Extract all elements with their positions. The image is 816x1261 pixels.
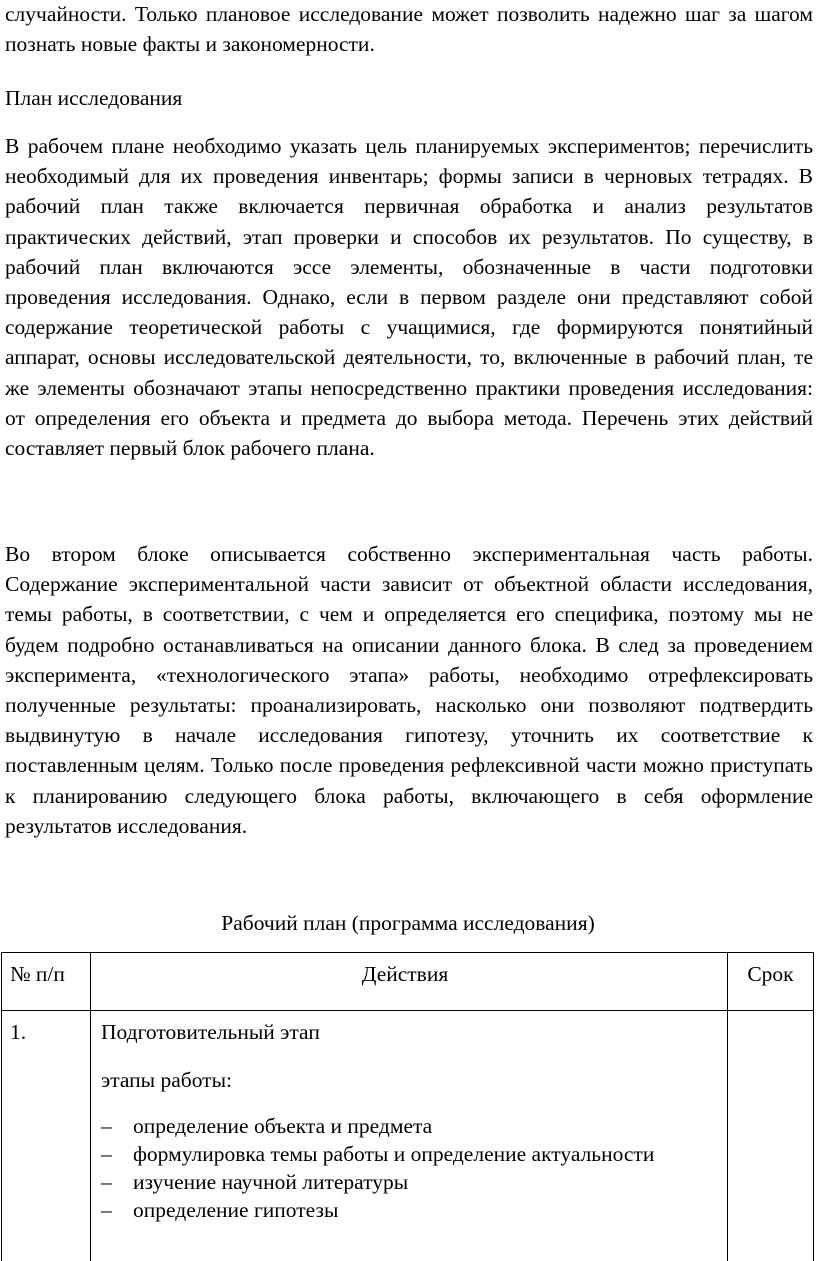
steps-list [101,1112,719,1224]
paragraph-work-plan: В рабочем плане необходимо указать цель планируемых экспериментов; перечислить необходимый для их проведения инвентарь; формы записи в черновых тетрадях. В рабочий план также включается первичная обработка и анализ результатов практических действий, этап проверки и способов их результатов. По существу, в рабочий план включаются эссе элементы, обозначенные в части подготовки проведения исследования. Однако, если в первом разделе они представляют собой содержание теоретической работы с учащимися, где формируются понятийный аппарат, основы исследовательской деятельности, то, включенные в рабочий план, те же элементы обозначают этапы непосредственно практики проведения исследования: от определения его объекта и предмета до выбора метода. Перечень этих действий составляет первый блок рабочего плана. [5,134,813,461]
step-text: формулировка темы работы и определение актуальности [133,1142,655,1166]
list-item [101,1196,719,1224]
table-header-row [2,953,814,1011]
step-text: определение гипотезы [133,1198,339,1222]
stage-subheading: этапы работы: [101,1068,232,1092]
dash-bullet: – [101,1170,112,1194]
list-item [101,1140,719,1168]
row-term [728,1011,814,1261]
paragraph-second-block: Во втором блоке описывается собственно экспериментальная часть работы. Содержание экспериментальной части зависит от объектной области исследования, темы работы, в соответствии, с чем и определяется его специфика, поэтому мы не будем подробно останавливаться на описании данного блока. В след за проведением эксперимента, «технологического этапа» работы, необходимо отрефлексировать полученные результаты: проанализировать, насколько они позволяют подтвердить выдвинутую в начале исследования гипотезу, уточнить их соответствие к поставленным целям. Только после проведения рефлексивной части можно приступать к планированию следующего блока работы, включающего в себя оформление результатов исследования. [5,542,813,838]
header-number: № п/п [2,953,91,1011]
header-term: Срок [728,953,814,1011]
section-heading: План исследования [5,86,183,110]
table-row [2,1011,814,1261]
paragraph-intro: случайности. Только плановое исследование может позволить надежно шаг за шагом познать новые факты и закономерности. [5,2,813,57]
dash-bullet: – [101,1114,112,1138]
list-item [101,1112,719,1140]
step-text: изучение научной литературы [133,1170,409,1194]
stage-title: Подготовительный этап [101,1020,320,1044]
row-number: 1. [2,1011,91,1261]
step-text: определение объекта и предмета [133,1114,433,1138]
row-actions [91,1011,728,1261]
dash-bullet: – [101,1198,112,1222]
list-item [101,1168,719,1196]
header-actions: Действия [91,953,728,1011]
table-title: Рабочий план (программа исследования) [221,911,595,935]
work-plan-table [1,952,814,1261]
dash-bullet: – [101,1142,112,1166]
